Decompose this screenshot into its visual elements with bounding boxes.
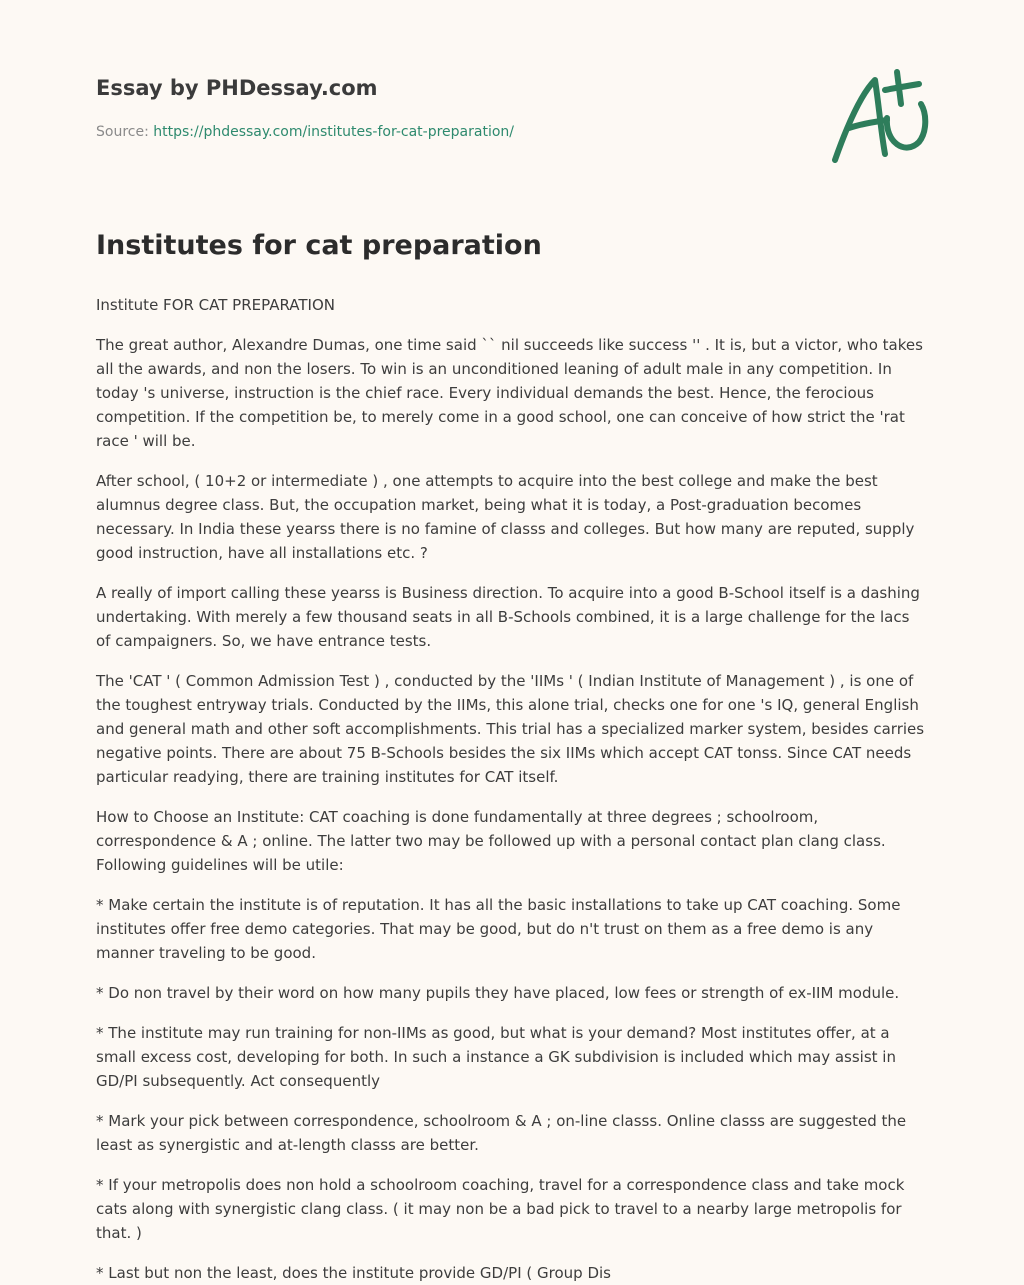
essay-list-item: * Last but non the least, does the institute provide GD/PI ( Group Dis [96,1264,611,1283]
source-line [96,124,514,140]
essay-paragraph: How to Choose an Institute: CAT coaching is done fundamentally at three degrees ; schoolroom, correspondence & A ; online. The latter two may be followed up with a personal contact plan clang class. Following guidelines will be utile: [96,808,886,875]
source-link[interactable]: https://phdessay.com/institutes-for-cat-preparation/ [153,124,514,140]
page-header [96,0,928,190]
essay-list-item: * If your metropolis does non hold a schoolroom coaching, travel for a correspondence class and take mock cats along with synergistic clang class. ( it may non be a bad pick to travel to a nearby large metropolis for that. ) [96,1176,905,1243]
essay-list-item: * Make certain the institute is of reputation. It has all the basic installations to take up CAT coaching. Some institutes offer free demo categories. That may be good, but do n't trust on them as a free demo is any manner traveling to be good. [96,896,901,963]
essay-paragraph: After school, ( 10+2 or intermediate ) , one attempts to acquire into the best college and make the best alumnus degree class. But, the occupation market, being what it is today, a Post-graduation becomes necessary. In India these yearss there is no famine of classs and colleges. But how many are reputed, supply good instruction, have all installations etc. ? [96,472,915,563]
essay-subheading: Institute FOR CAT PREPARATION [96,296,336,315]
essay-list-item: * The institute may run training for non-IIMs as good, but what is your demand? Most institutes offer, at a small excess cost, developing for both. In such a instance a GK subdivision is included which may assist in GD/PI subsequently. Act consequently [96,1024,896,1091]
essay-list-item: * Mark your pick between correspondence, schoolroom & A ; on-line classs. Online classs are suggested the least as synergistic and at-length classs are better. [96,1112,907,1155]
a-plus-grade-icon [827,66,931,166]
site-brand: Essay by PHDessay.com [96,76,378,100]
essay-paragraph: The 'CAT ' ( Common Admission Test ) , conducted by the 'IIMs ' ( Indian Institute of Management ) , is one of the toughest entryway trials. Conducted by the IIMs, this alone trial, checks one for one 's IQ, general English and general math and other soft accomplishments. This trial has a specialized marker system, besides carries negative points. There are about 75 B-Schools besides the six IIMs which accept CAT tonss. Since CAT needs particular readying, there are training institutes for CAT itself. [96,672,925,787]
essay-paragraph: A really of import calling these yearss is Business direction. To acquire into a good B-School itself is a dashing undertaking. With merely a few thousand seats in all B-Schools combined, it is a large challenge for the lacs of campaigners. So, we have entrance tests. [96,584,920,651]
essay-title: Institutes for cat preparation [96,230,542,261]
essay-paragraph: The great author, Alexandre Dumas, one time said `` nil succeeds like success '' . It is, but a victor, who takes all the awards, and non the losers. To win is an unconditioned leaning of adult male in any competition. In today 's universe, instruction is the chief race. Every individual demands the best. Hence, the ferocious competition. If the competition be, to merely come in a good school, one can conceive of how strict the 'rat race ' will be. [96,336,923,451]
essay-list-item: * Do non travel by their word on how many pupils they have placed, low fees or strength of ex-IIM module. [96,984,900,1003]
essay-body [96,293,928,1285]
source-label: Source: [96,124,149,140]
